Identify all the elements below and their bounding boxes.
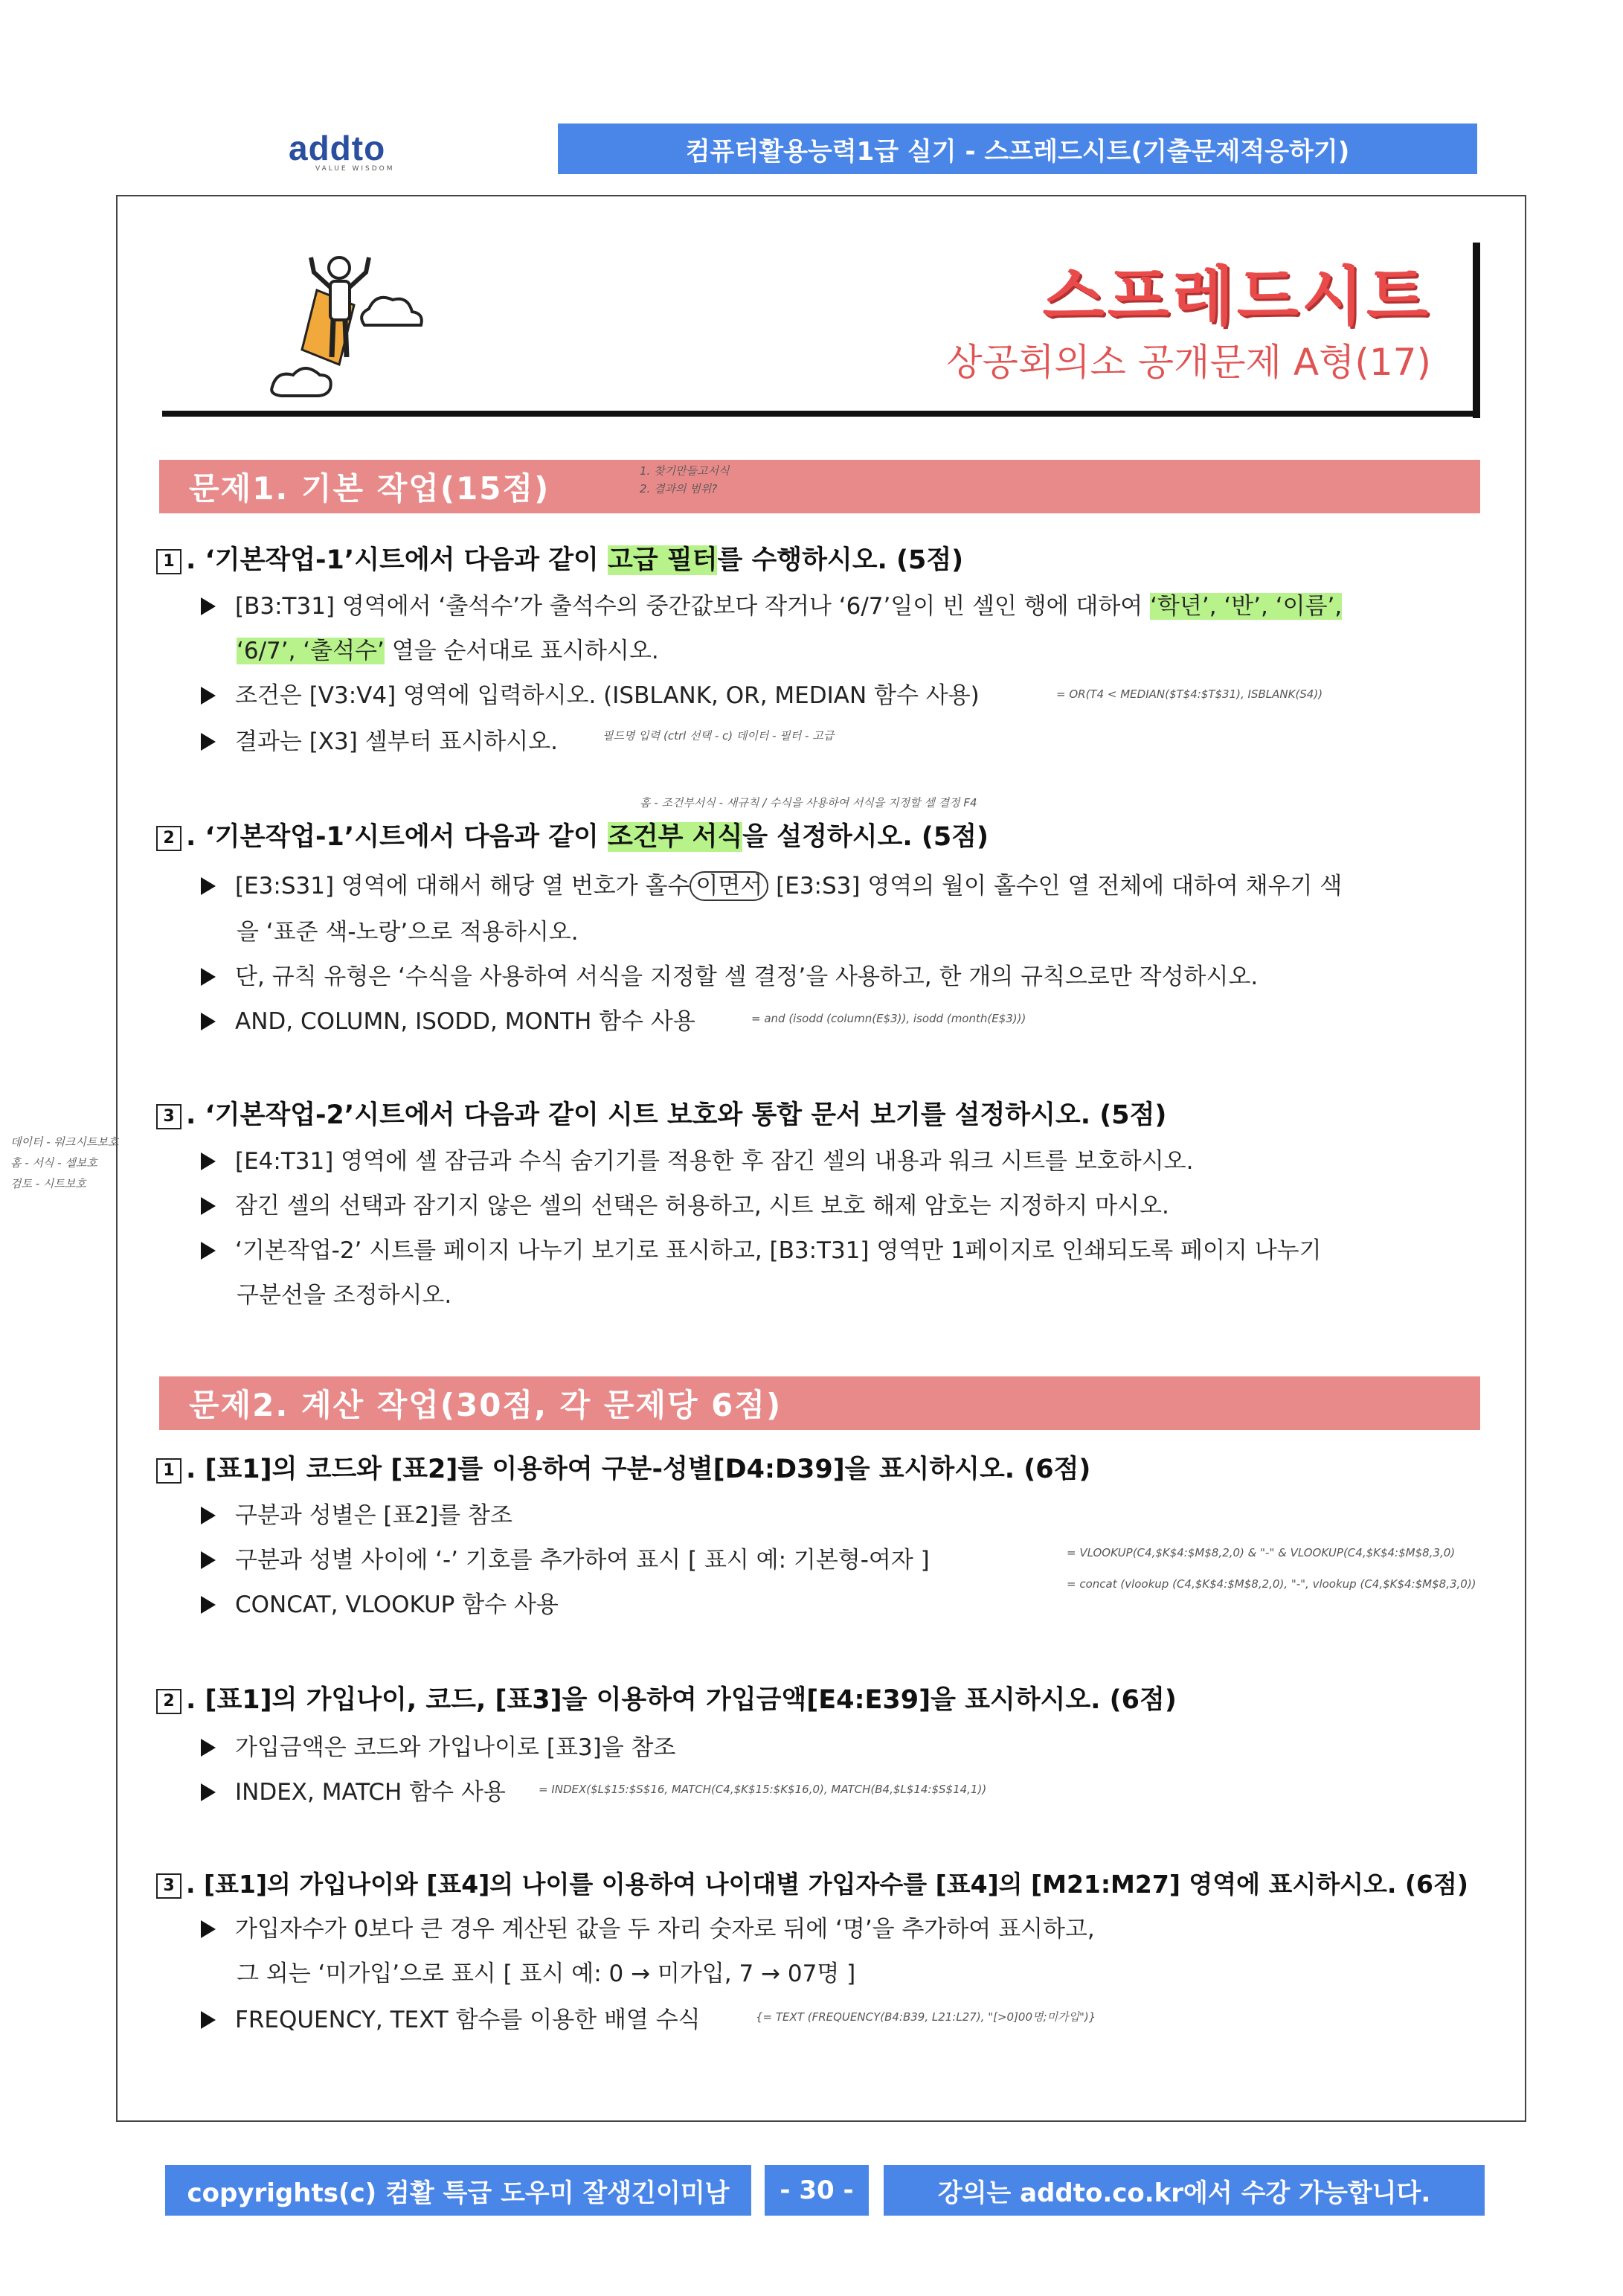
bullet-item: ‘기본작업-2’ 시트를 페이지 나누기 보기로 표시하고, [B3:T31] 영역만 1페이지로 인쇄되도록 페이지 나누기 bbox=[201, 1240, 1322, 1263]
question-number: 3 bbox=[156, 1873, 181, 1899]
highlight: 조건부 서식 bbox=[608, 822, 743, 852]
page-number: - 30 - bbox=[765, 2165, 869, 2216]
question-2-2-title: 2 . [표1]의 가입나이, 코드, [표3]을 이용하여 가입금액[E4:E39]을 표시하시오. (6점) bbox=[156, 1687, 1177, 1714]
question-number: 2 bbox=[156, 826, 181, 851]
question-1-1-title: 1 . ‘기본작업-1’시트에서 다음과 같이 고급 필터를 수행하시오. (5점) bbox=[156, 548, 963, 574]
bullet-item: 가입자수가 0보다 큰 경우 계산된 값을 두 자리 숫자로 뒤에 ‘명’을 추가하여 표시하고, bbox=[201, 1918, 1095, 1941]
question-number: 1 bbox=[156, 549, 181, 574]
handwritten-note: = VLOOKUP(C4,$K$4:$M$8,2,0) & "-" & VLOOKUP(C4,$K$4:$M$8,3,0) bbox=[1067, 1546, 1456, 1559]
triangle-bullet-icon bbox=[201, 2011, 216, 2029]
section2-header: 문제2. 계산 작업(30점, 각 문제당 6점) bbox=[159, 1376, 1480, 1430]
bullet-item: [E4:T31] 영역에 셀 잠금과 수식 숨기기를 적용한 후 잠긴 셀의 내용과 워크 시트를 보호하시오. bbox=[201, 1150, 1193, 1173]
bullet-item: 구분과 성별 사이에 ‘-’ 기호를 추가하여 표시 [ 표시 예: 기본형-여자 ] bbox=[201, 1549, 930, 1572]
question-1-3-title: 3 . ‘기본작업-2’시트에서 다음과 같이 시트 보호와 통합 문서 보기를 설정하시오. (5점) bbox=[156, 1103, 1166, 1129]
handwritten-note: 홈 - 서식 - 셀보호 bbox=[10, 1156, 97, 1170]
bullet-continuation: 구분선을 조정하시오. bbox=[237, 1282, 452, 1309]
triangle-bullet-icon bbox=[201, 1242, 216, 1260]
triangle-bullet-icon bbox=[201, 1551, 216, 1569]
section1-header: 문제1. 기본 작업(15점) bbox=[159, 460, 1480, 513]
question-number: 3 bbox=[156, 1104, 181, 1129]
triangle-bullet-icon bbox=[201, 1920, 216, 1938]
triangle-bullet-icon bbox=[201, 1507, 216, 1524]
question-number: 2 bbox=[156, 1689, 181, 1714]
handwritten-note: 필드명 입력 (ctrl 선택 - c) 데이터 - 필터 - 고급 bbox=[602, 729, 835, 743]
bullet-item: AND, COLUMN, ISODD, MONTH 함수 사용 bbox=[201, 1010, 695, 1033]
bullet-continuation: ‘6/7’, ‘출석수’ 열을 순서대로 표시하시오. bbox=[237, 638, 659, 664]
bullet-item: 단, 규칙 유형은 ‘수식을 사용하여 서식을 지정할 셀 결정’을 사용하고, 한 개의 규칙으로만 작성하시오. bbox=[201, 966, 1258, 989]
bullet-item: INDEX, MATCH 함수 사용 bbox=[201, 1781, 506, 1804]
handwritten-note: 홈 - 조건부서식 - 새규칙 / 수식을 사용하여 서식을 지정할 셀 결정 F4 bbox=[640, 796, 977, 809]
superhero-icon bbox=[257, 238, 436, 417]
title-side-bar bbox=[1473, 243, 1480, 418]
footer-copyright: copyrights(c) 컴활 특급 도우미 잘생긴이미남 bbox=[165, 2165, 751, 2216]
bullet-item: CONCAT, VLOOKUP 함수 사용 bbox=[201, 1594, 559, 1617]
triangle-bullet-icon bbox=[201, 733, 216, 751]
bullet-item: 잠긴 셀의 선택과 잠기지 않은 셀의 선택은 허용하고, 시트 보호 해제 암호는 지정하지 마시오. bbox=[201, 1195, 1169, 1218]
handwritten-note: = OR(T4 < MEDIAN($T$4:$T$31), ISBLANK(S4)) bbox=[1056, 687, 1323, 701]
triangle-bullet-icon bbox=[201, 597, 216, 615]
title-underline bbox=[162, 411, 1479, 417]
handwritten-note: 2. 결과의 범위? bbox=[640, 482, 718, 496]
bullet-item: [B3:T31] 영역에서 ‘출석수’가 출석수의 중간값보다 작거나 ‘6/7’일이 빈 셀인 행에 대하여 ‘학년’, ‘반’, ‘이름’, bbox=[201, 595, 1342, 618]
triangle-bullet-icon bbox=[201, 1596, 216, 1614]
triangle-bullet-icon bbox=[201, 1152, 216, 1170]
circled-text: 이면서 bbox=[690, 871, 768, 901]
question-2-3-title: 3 . [표1]의 가입나이와 [표4]의 나이를 이용하여 나이대별 가입자수를 [표4]의 [M21:M27] 영역에 표시하시오. (6점) bbox=[156, 1872, 1468, 1899]
question-number: 1 bbox=[156, 1458, 181, 1484]
page-title: 스프레드시트 bbox=[1042, 260, 1431, 334]
bullet-item: 조건은 [V3:V4] 영역에 입력하시오. (ISBLANK, OR, MEDIAN 함수 사용) bbox=[201, 684, 980, 708]
handwritten-note: 검토 - 시트보호 bbox=[10, 1177, 86, 1190]
bullet-item: 구분과 성별은 [표2]를 참조 bbox=[201, 1504, 512, 1527]
triangle-bullet-icon bbox=[201, 1197, 216, 1215]
bullet-item: [E3:S31] 영역에 대해서 해당 열 번호가 홀수 이면서 [E3:S3] 영역의 월이 홀수인 열 전체에 대하여 채우기 색 bbox=[201, 875, 1342, 898]
logo-subtext: VALUE WISDOM bbox=[315, 165, 395, 173]
bullet-item: 결과는 [X3] 셀부터 표시하시오. bbox=[201, 731, 558, 754]
handwritten-note: = INDEX($L$15:$S$16, MATCH(C4,$K$15:$K$16,0), MATCH(B4,$L$14:$S$14,1)) bbox=[539, 1783, 987, 1796]
handwritten-note: = and (isodd (column(E$3)), isodd (month(E$3))) bbox=[751, 1012, 1026, 1025]
bullet-continuation: 을 ‘표준 색-노랑’으로 적용하시오. bbox=[237, 919, 579, 946]
triangle-bullet-icon bbox=[201, 1013, 216, 1030]
handwritten-note: = concat (vlookup (C4,$K$4:$M$8,2,0), "-", vlookup (C4,$K$4:$M$8,3,0)) bbox=[1067, 1577, 1476, 1591]
page-subtitle: 상공회의소 공개문제 A형(17) bbox=[946, 341, 1431, 384]
bullet-item: FREQUENCY, TEXT 함수를 이용한 배열 수식 bbox=[201, 2009, 701, 2032]
handwritten-note: 1. 찾기만들고서식 bbox=[640, 464, 730, 478]
handwritten-note: 데이터 - 워크시트보호 bbox=[10, 1135, 119, 1149]
bullet-continuation: 그 외는 ‘미가입’으로 표시 [ 표시 예: 0 → 미가입, 7 → 07명 ] bbox=[237, 1960, 856, 1987]
triangle-bullet-icon bbox=[201, 1739, 216, 1757]
handwritten-note: {= TEXT (FREQUENCY(B4:B39, L21:L27), "[>0]00명;미가입")} bbox=[756, 2010, 1096, 2024]
triangle-bullet-icon bbox=[201, 968, 216, 986]
bullet-item: 가입금액은 코드와 가입나이로 [표3]을 참조 bbox=[201, 1737, 675, 1760]
triangle-bullet-icon bbox=[201, 877, 216, 895]
question-1-2-title: 2 . ‘기본작업-1’시트에서 다음과 같이 조건부 서식을 설정하시오. (5점) bbox=[156, 824, 989, 851]
question-2-1-title: 1 . [표1]의 코드와 [표2]를 이용하여 구분-성별[D4:D39]을 표시하시오. (6점) bbox=[156, 1457, 1090, 1484]
addto-logo bbox=[289, 131, 437, 176]
highlight: 고급 필터 bbox=[608, 545, 718, 575]
triangle-bullet-icon bbox=[201, 687, 216, 705]
triangle-bullet-icon bbox=[201, 1783, 216, 1801]
header-banner: 컴퓨터활용능력1급 실기 - 스프레드시트(기출문제적응하기) bbox=[558, 124, 1477, 174]
footer-lecture-info: 강의는 addto.co.kr에서 수강 가능합니다. bbox=[884, 2165, 1485, 2216]
logo-text: addto bbox=[289, 129, 386, 167]
